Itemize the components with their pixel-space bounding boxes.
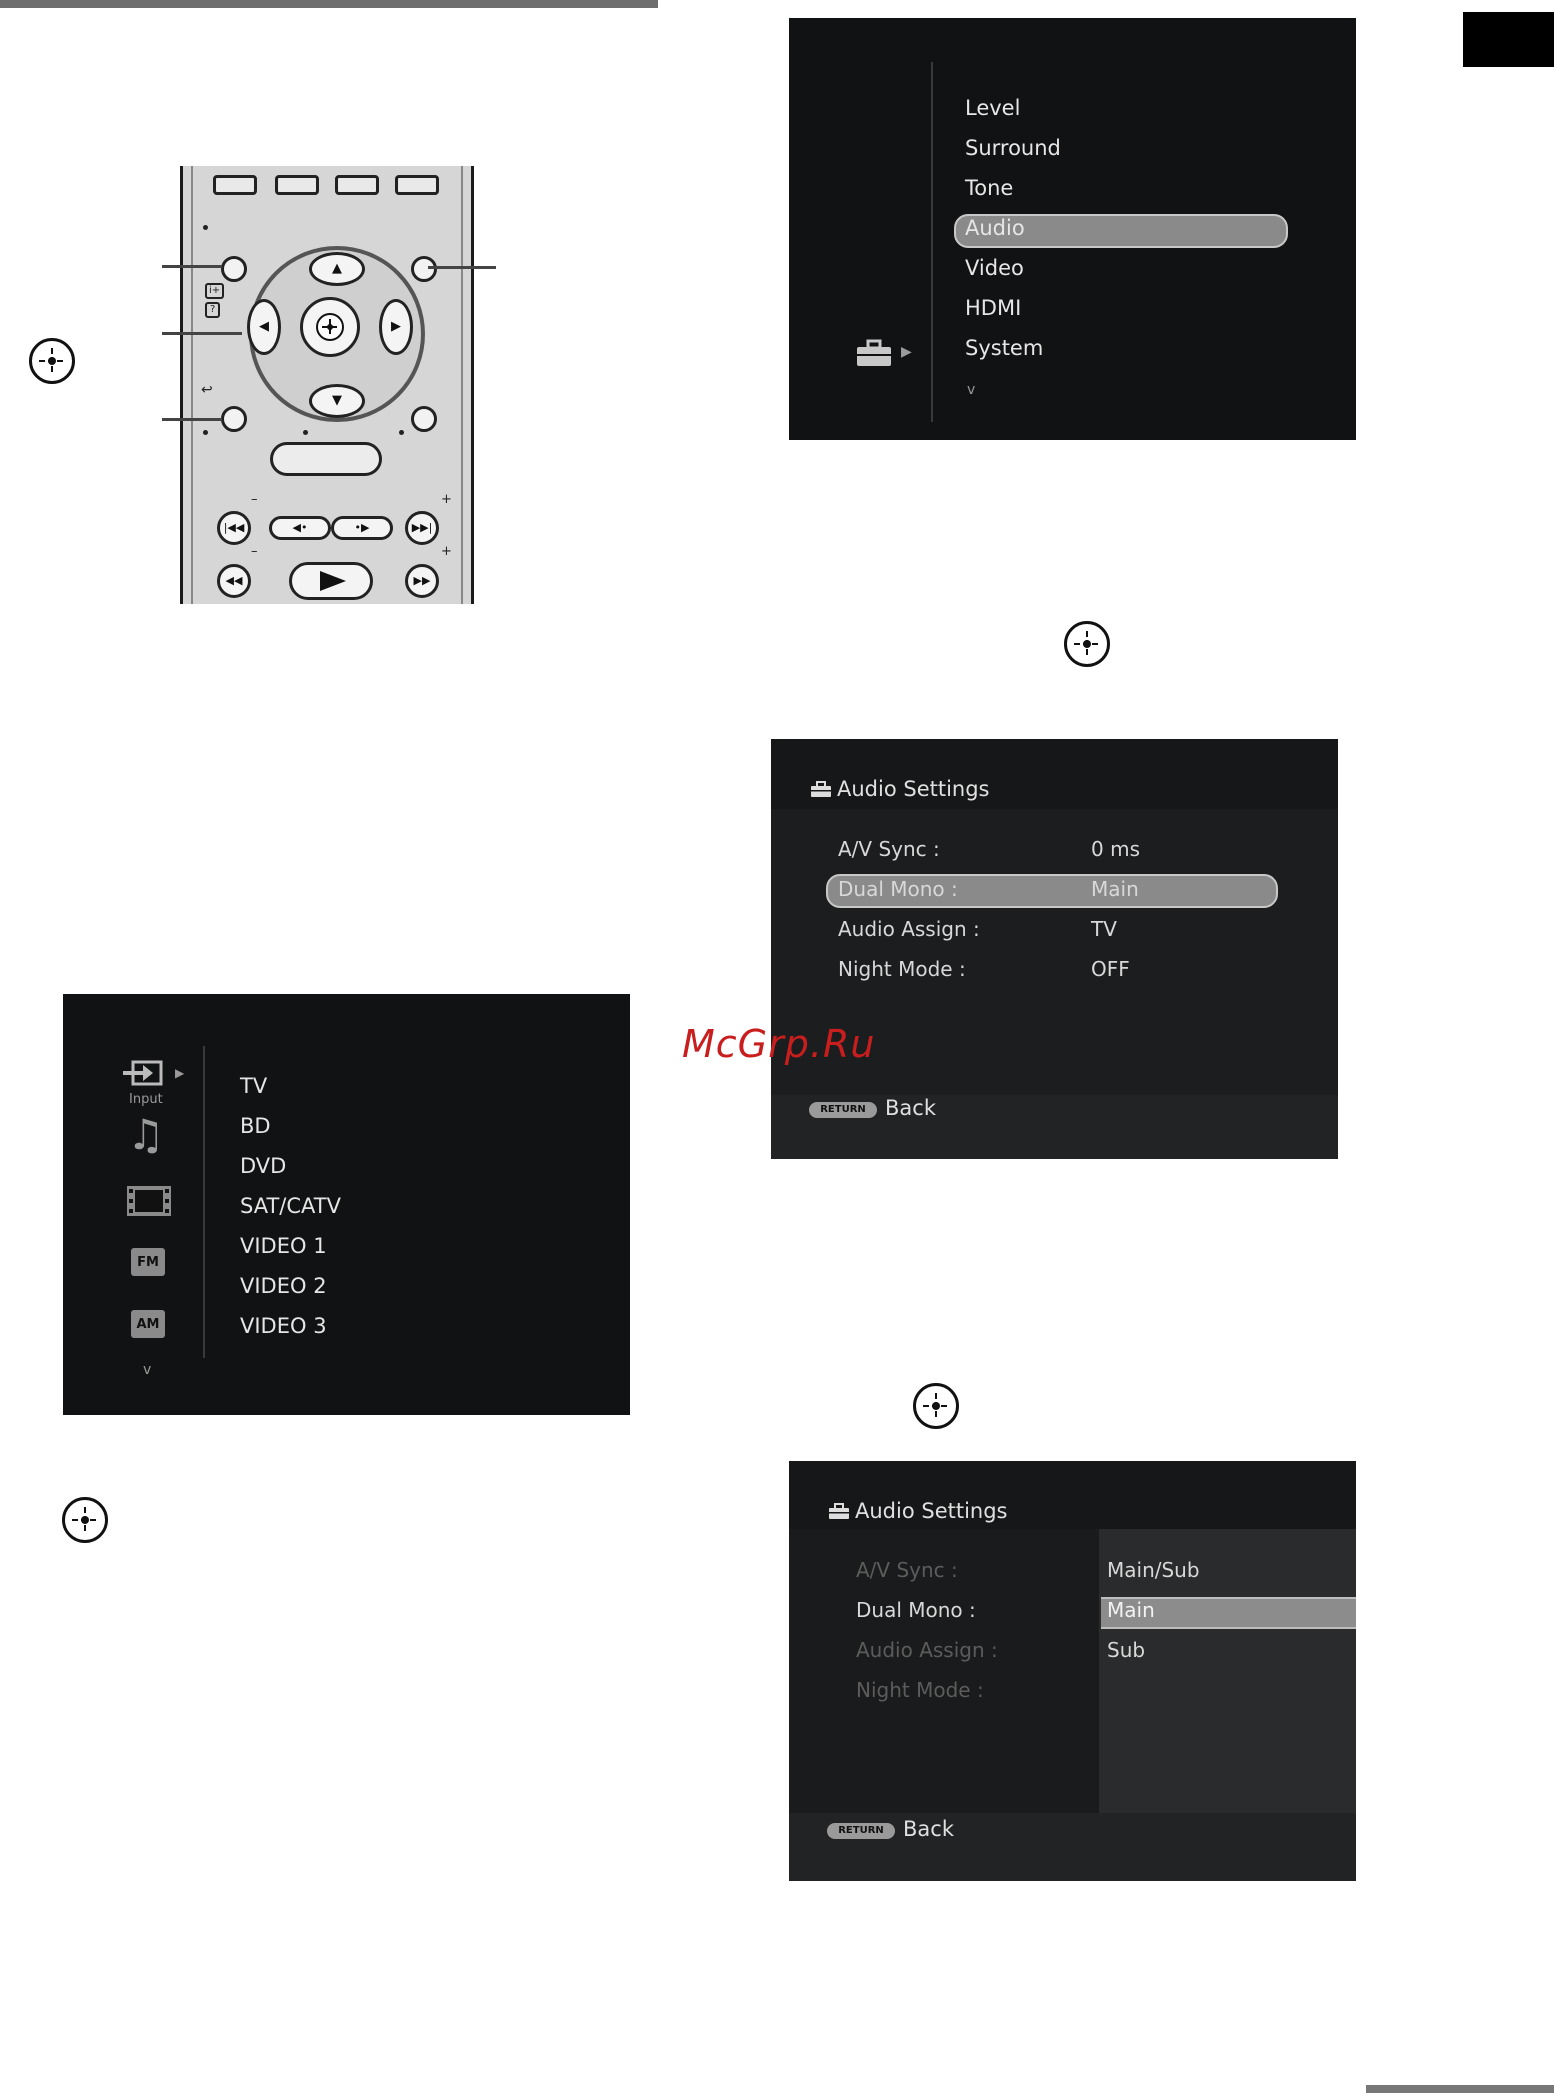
display-button[interactable] bbox=[411, 406, 437, 432]
callout-line bbox=[162, 418, 222, 421]
settings-title: Audio Settings bbox=[837, 777, 990, 801]
section-tab bbox=[1463, 12, 1554, 67]
return-icon bbox=[201, 382, 213, 398]
help-glyph: ? bbox=[210, 304, 216, 315]
input-label: Input bbox=[129, 1092, 163, 1107]
info-icon bbox=[205, 283, 224, 299]
indicator-dot bbox=[203, 430, 208, 435]
watermark: McGrp.Ru bbox=[682, 1022, 876, 1066]
setting-label-night-mode[interactable]: Night Mode : bbox=[838, 957, 966, 981]
scroll-down-icon[interactable]: v bbox=[967, 382, 976, 398]
rewind-button[interactable]: ◀◀ bbox=[217, 564, 251, 598]
am-icon bbox=[131, 1310, 165, 1338]
settings-menu-screen bbox=[789, 18, 1356, 440]
menu-item-video[interactable]: Video bbox=[965, 256, 1024, 280]
return-badge: RETURN bbox=[827, 1823, 895, 1839]
return-glyph: ↩ bbox=[201, 382, 213, 398]
plus-label: + bbox=[441, 544, 452, 559]
prev-button[interactable]: |◀◀ bbox=[217, 511, 251, 545]
enter-icon bbox=[316, 313, 344, 341]
minus-label: – bbox=[251, 492, 258, 507]
wide-button[interactable] bbox=[270, 442, 382, 476]
plus-label: + bbox=[441, 492, 452, 507]
enter-icon bbox=[913, 1383, 959, 1429]
home-button[interactable] bbox=[411, 256, 437, 282]
back-label[interactable]: Back bbox=[885, 1096, 936, 1120]
back-label[interactable]: Back bbox=[903, 1817, 954, 1841]
help-icon bbox=[205, 302, 220, 318]
callout-line bbox=[162, 332, 242, 335]
forward-button[interactable]: ▶▶ bbox=[405, 564, 439, 598]
input-item-dvd[interactable]: DVD bbox=[240, 1154, 287, 1178]
callout-line bbox=[162, 265, 222, 268]
minus-label: – bbox=[251, 544, 258, 559]
toolbox-icon bbox=[829, 1503, 849, 1519]
remote-color-button[interactable] bbox=[335, 175, 379, 195]
return-badge: RETURN bbox=[809, 1102, 877, 1118]
scroll-down-icon[interactable]: v bbox=[143, 1362, 152, 1378]
video-icon bbox=[127, 1186, 171, 1216]
input-item-video-1[interactable]: VIDEO 1 bbox=[240, 1234, 327, 1258]
setting-value-night-mode: OFF bbox=[1091, 957, 1130, 981]
top-rule bbox=[0, 0, 658, 8]
input-item-bd[interactable]: BD bbox=[240, 1114, 271, 1138]
remote-edge-line bbox=[191, 166, 193, 604]
setting-label-audio-assign[interactable]: Audio Assign : bbox=[838, 917, 980, 941]
setting-label-av-sync[interactable]: A/V Sync : bbox=[838, 837, 940, 861]
enter-icon bbox=[29, 338, 75, 384]
setting-label-dual-mono: Dual Mono : bbox=[856, 1598, 976, 1622]
menu-divider bbox=[203, 1046, 205, 1358]
menu-item-audio[interactable]: Audio bbox=[965, 216, 1025, 240]
setting-value-audio-assign: TV bbox=[1091, 917, 1117, 941]
option-main[interactable]: Main bbox=[1107, 1598, 1155, 1622]
remote-color-button[interactable] bbox=[213, 175, 257, 195]
dual-mono-screen bbox=[789, 1461, 1356, 1881]
bottom-rule bbox=[1366, 2085, 1554, 2093]
chevron-right-icon: ▶ bbox=[175, 1066, 185, 1080]
toolbox-icon bbox=[811, 781, 831, 797]
remote-illustration bbox=[180, 166, 474, 604]
right-button[interactable]: ▶ bbox=[379, 299, 413, 355]
option-main-sub[interactable]: Main/Sub bbox=[1107, 1558, 1200, 1582]
indicator-dot bbox=[203, 225, 208, 230]
am-label: AM bbox=[136, 1317, 160, 1332]
menu-item-surround[interactable]: Surround bbox=[965, 136, 1061, 160]
input-item-video-3[interactable]: VIDEO 3 bbox=[240, 1314, 327, 1338]
menu-item-system[interactable]: System bbox=[965, 336, 1044, 360]
remote-color-button[interactable] bbox=[275, 175, 319, 195]
music-icon: ♫ bbox=[127, 1110, 165, 1159]
input-item-video-2[interactable]: VIDEO 2 bbox=[240, 1274, 327, 1298]
enter-icon bbox=[62, 1497, 108, 1543]
down-button[interactable]: ▼ bbox=[309, 384, 365, 418]
remote-color-button[interactable] bbox=[395, 175, 439, 195]
menu-item-tone[interactable]: Tone bbox=[965, 176, 1014, 200]
fm-icon bbox=[131, 1248, 165, 1276]
setting-label-audio-assign: Audio Assign : bbox=[856, 1638, 998, 1662]
play-button[interactable] bbox=[289, 562, 373, 600]
setting-value-dual-mono: Main bbox=[1091, 877, 1139, 901]
input-menu-screen bbox=[63, 994, 630, 1415]
menu-item-hdmi[interactable]: HDMI bbox=[965, 296, 1022, 320]
options-button[interactable] bbox=[221, 256, 247, 282]
remote-edge-line bbox=[461, 166, 463, 604]
toolbox-icon bbox=[855, 338, 895, 368]
setting-label-av-sync: A/V Sync : bbox=[856, 1558, 958, 1582]
menu-divider bbox=[931, 62, 933, 422]
input-item-tv[interactable]: TV bbox=[240, 1074, 268, 1098]
return-button[interactable] bbox=[221, 406, 247, 432]
input-item-sat-catv[interactable]: SAT/CATV bbox=[240, 1194, 341, 1218]
enter-button[interactable] bbox=[300, 297, 360, 357]
setting-value-av-sync: 0 ms bbox=[1091, 837, 1140, 861]
setting-label-dual-mono[interactable]: Dual Mono : bbox=[838, 877, 958, 901]
next-button[interactable]: ▶▶| bbox=[405, 511, 439, 545]
enter-icon bbox=[1064, 621, 1110, 667]
input-icon bbox=[123, 1060, 167, 1088]
play-icon bbox=[320, 571, 346, 591]
fm-label: FM bbox=[137, 1255, 159, 1270]
option-sub[interactable]: Sub bbox=[1107, 1638, 1146, 1662]
callout-line bbox=[428, 266, 496, 269]
up-button[interactable]: ▲ bbox=[309, 252, 365, 286]
advance-button[interactable]: •▶ bbox=[331, 516, 393, 540]
setting-label-night-mode: Night Mode : bbox=[856, 1678, 984, 1702]
left-button[interactable]: ◀ bbox=[247, 299, 281, 355]
audio-settings-screen bbox=[771, 739, 1338, 1159]
indicator-dot bbox=[303, 430, 308, 435]
replay-button[interactable]: ◀• bbox=[269, 516, 331, 540]
info-glyph: i+ bbox=[209, 285, 221, 296]
chevron-right-icon: ▶ bbox=[901, 344, 912, 360]
menu-item-level[interactable]: Level bbox=[965, 96, 1021, 120]
settings-title: Audio Settings bbox=[855, 1499, 1008, 1523]
indicator-dot bbox=[399, 430, 404, 435]
